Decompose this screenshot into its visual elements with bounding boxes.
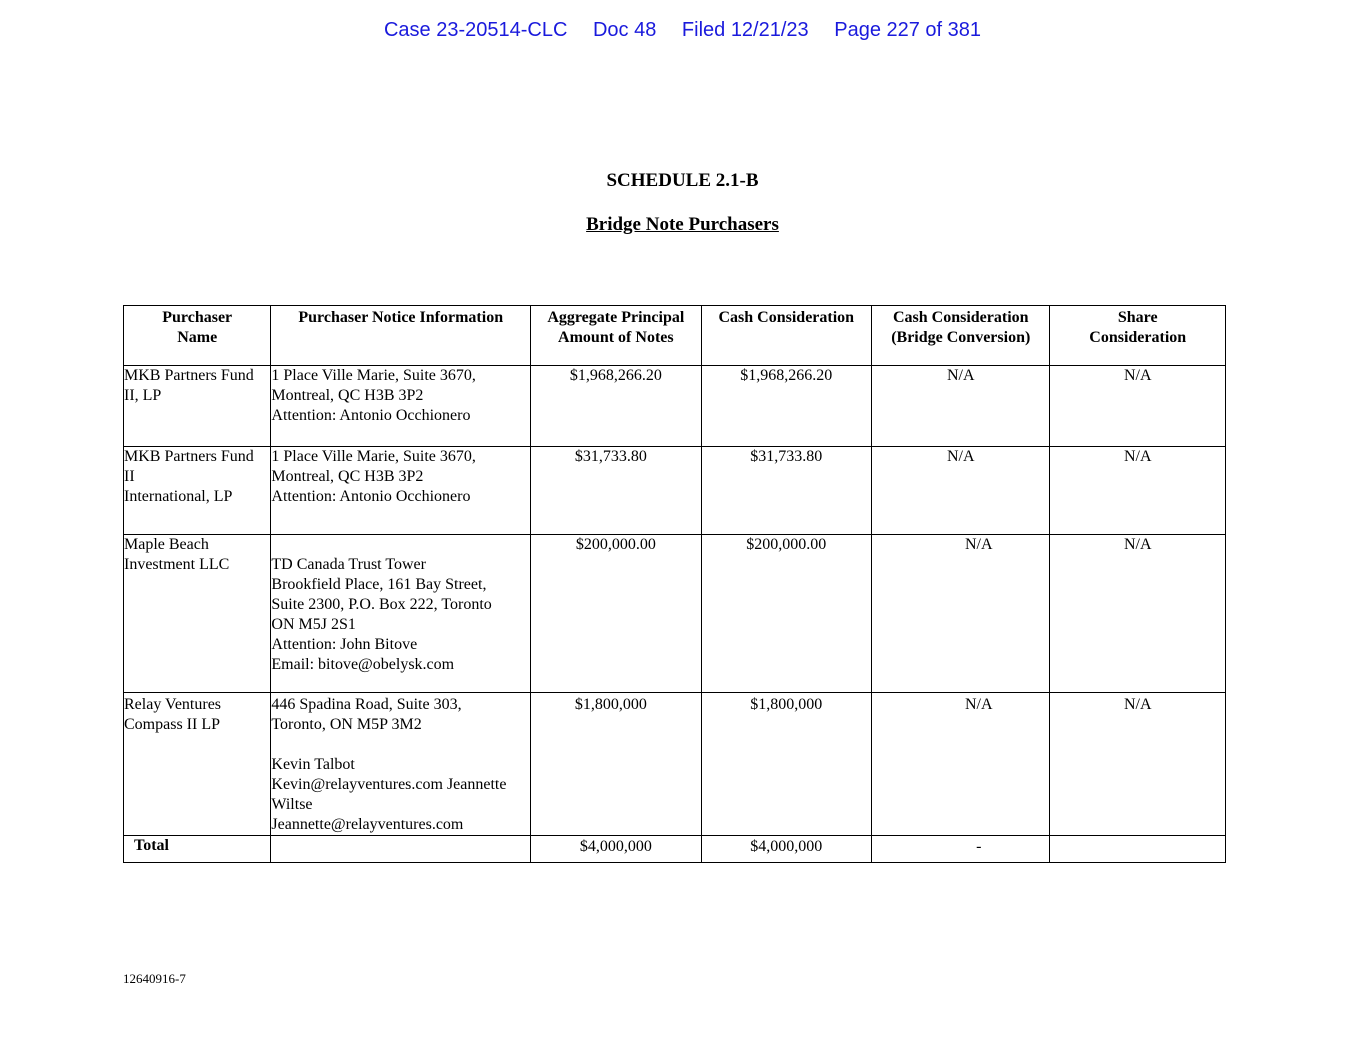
notice-info: TD Canada Trust Tower Brookfield Place, 161 Bay Street, Suite 2300, P.O. Box 222, Toronto ON M5J 2S1 Attention: John Bitove Email: bitove@obelysk.com bbox=[271, 535, 531, 693]
total-cash: $4,000,000 bbox=[701, 836, 871, 863]
table-row bbox=[124, 447, 1226, 535]
bridge-conversion: N/A bbox=[872, 693, 1050, 836]
total-aggregate: $4,000,000 bbox=[531, 836, 701, 863]
table-row bbox=[124, 693, 1226, 836]
header-purchaser-name: Purchaser Name bbox=[124, 306, 271, 366]
total-label-cell bbox=[124, 836, 271, 863]
bridge-conversion: N/A bbox=[872, 447, 1050, 535]
notice-info: 1 Place Ville Marie, Suite 3670, Montreal, QC H3B 3P2 Attention: Antonio Occhionero bbox=[271, 447, 531, 535]
purchaser-name: MKB Partners Fund II, LP bbox=[124, 366, 271, 447]
header-aggregate-principal: Aggregate Principal Amount of Notes bbox=[531, 306, 701, 366]
bridge-conversion: N/A bbox=[872, 535, 1050, 693]
schedule-title: SCHEDULE 2.1-B bbox=[606, 170, 759, 191]
aggregate-principal: $200,000.00 bbox=[531, 535, 701, 693]
cash-consideration: $31,733.80 bbox=[701, 447, 871, 535]
share-consideration: N/A bbox=[1050, 535, 1226, 693]
purchaser-name: Relay Ventures Compass II LP bbox=[124, 693, 271, 836]
share-consideration: N/A bbox=[1050, 447, 1226, 535]
notice-info: 1 Place Ville Marie, Suite 3670, Montreal, QC H3B 3P2 Attention: Antonio Occhionero bbox=[271, 366, 531, 447]
share-consideration: N/A bbox=[1050, 693, 1226, 836]
case-number: Case 23-20514-CLC bbox=[383, 19, 568, 41]
total-notice-cell bbox=[271, 836, 531, 863]
header-cash-consideration: Cash Consideration bbox=[701, 306, 871, 366]
aggregate-principal: $1,800,000 bbox=[531, 693, 701, 836]
aggregate-principal: $1,968,266.20 bbox=[531, 366, 701, 447]
table-row bbox=[124, 366, 1226, 447]
table-row bbox=[124, 535, 1226, 693]
total-bridge: - bbox=[872, 836, 1050, 863]
total-row bbox=[124, 836, 1226, 863]
header-notice-info: Purchaser Notice Information bbox=[271, 306, 531, 366]
bridge-conversion: N/A bbox=[872, 366, 1050, 447]
schedule-subtitle: Bridge Note Purchasers bbox=[586, 214, 779, 235]
doc-number: Doc 48 bbox=[592, 19, 657, 41]
aggregate-principal: $31,733.80 bbox=[531, 447, 701, 535]
purchasers-table bbox=[123, 305, 1226, 863]
purchaser-name: MKB Partners Fund II International, LP bbox=[124, 447, 271, 535]
share-consideration: N/A bbox=[1050, 366, 1226, 447]
cash-consideration: $200,000.00 bbox=[701, 535, 871, 693]
court-filing-header bbox=[0, 19, 1365, 42]
header-share-consideration: Share Consideration bbox=[1050, 306, 1226, 366]
filed-date: Filed 12/21/23 bbox=[681, 19, 809, 41]
total-share bbox=[1050, 836, 1226, 863]
total-label: Total bbox=[134, 837, 169, 854]
header-bridge-conversion: Cash Consideration (Bridge Conversion) bbox=[872, 306, 1050, 366]
cash-consideration: $1,968,266.20 bbox=[701, 366, 871, 447]
document-id: 12640916-7 bbox=[123, 971, 186, 986]
cash-consideration: $1,800,000 bbox=[701, 693, 871, 836]
purchaser-name: Maple Beach Investment LLC bbox=[124, 535, 271, 693]
table-header-row bbox=[124, 306, 1226, 366]
page-number: Page 227 of 381 bbox=[834, 19, 982, 41]
notice-info: 446 Spadina Road, Suite 303, Toronto, ON M5P 3M2 Kevin Talbot Kevin@relayventures.com Jeannette Wiltse Jeannette@relayventures.com bbox=[271, 693, 531, 836]
